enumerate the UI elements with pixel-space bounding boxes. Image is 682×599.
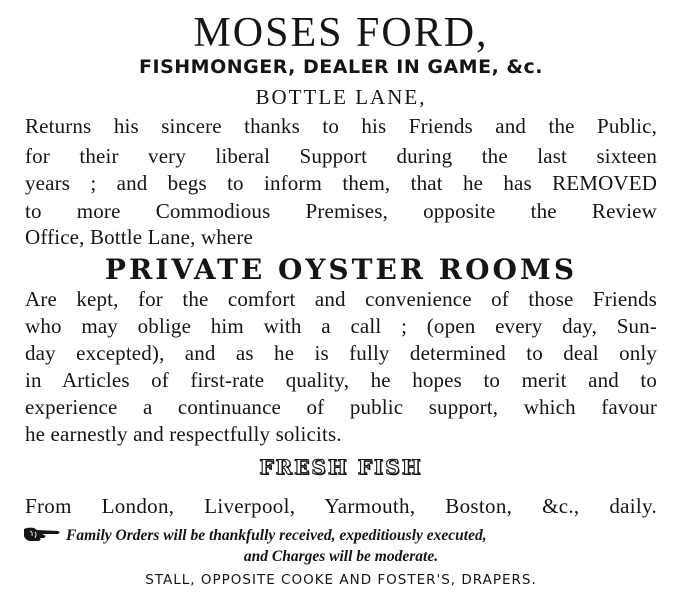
fish-sources: From London, Liverpool, Yarmouth, Boston, &c., daily. — [25, 494, 658, 518]
address: BOTTLE LANE, — [255, 85, 427, 109]
paragraph-line: Returns his sincere thanks to his Friends and the Public, — [25, 114, 658, 138]
paragraph-line: day excepted), and as he is fully determined to deal only — [25, 341, 658, 365]
paragraph-line: in Articles of first-rate quality, he hopes to merit and to — [25, 368, 658, 392]
family-orders-text: Family Orders will be thankfully received, expeditiously executed, — [66, 527, 487, 544]
stall-location: STALL, OPPOSITE COOKE AND FOSTER'S, DRAPERS. — [145, 572, 537, 588]
paragraph-line: Are kept, for the comfort and convenience of those Friends — [25, 287, 657, 311]
fresh-fish-heading: FRESH FISH — [259, 455, 423, 479]
pointing-hand-icon — [22, 525, 62, 543]
family-orders-note — [22, 525, 662, 544]
paragraph-line: who may oblige him with a call ; (open every day, Sun- — [25, 314, 657, 338]
paragraph-line: he earnestly and respectfully solicits. — [25, 422, 342, 446]
trade-description: FISHMONGER, DEALER IN GAME, &c. — [139, 56, 543, 78]
charges-note: and Charges will be moderate. — [243, 548, 439, 565]
paragraph-line: Office, Bottle Lane, where — [25, 225, 253, 249]
advertiser-name: MOSES FORD, — [193, 10, 489, 56]
paragraph-line: to more Commodious Premises, opposite the Review — [25, 199, 657, 223]
oyster-rooms-heading: PRIVATE OYSTER ROOMS — [104, 253, 578, 286]
paragraph-line: for their very liberal Support during the last sixteen — [25, 144, 657, 168]
paragraph-line: years ; and begs to inform them, that he has REMOVED — [25, 171, 658, 195]
paragraph-line: experience a continuance of public support, which favour — [25, 395, 657, 419]
